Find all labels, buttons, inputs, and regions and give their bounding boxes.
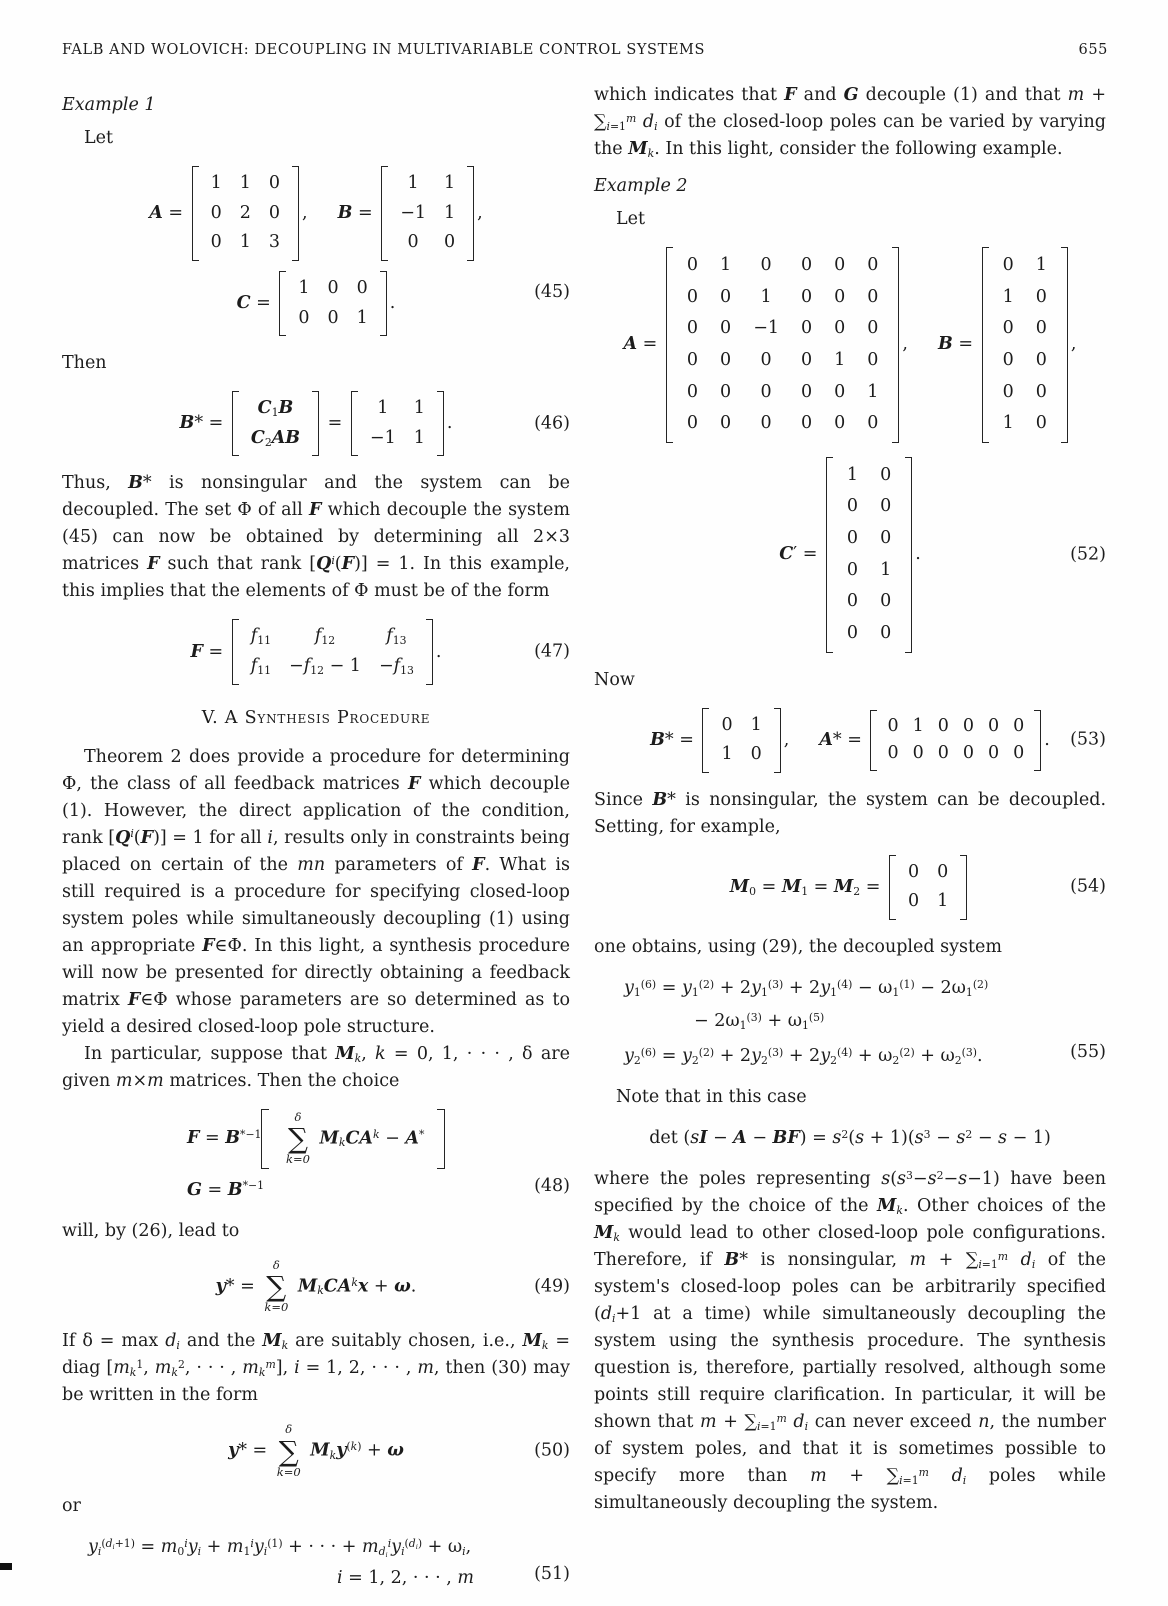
matrix-cell: 1 (1002, 286, 1014, 307)
equation-51 (62, 1534, 570, 1592)
right-bracket (437, 391, 444, 456)
matrix-cell: 1 (444, 202, 456, 223)
equation-det (594, 1125, 1106, 1152)
equation-46 (62, 391, 570, 456)
eq53-a-label: A* = (819, 729, 868, 750)
comma: , (477, 202, 483, 223)
matrix-cell: 0 (686, 381, 699, 402)
equation-55 (594, 975, 1106, 1070)
matrix-cell: 0 (867, 318, 879, 339)
left-bracket (870, 710, 877, 771)
period: . (446, 413, 453, 434)
matrix-cell: $-f_{12} - 1$ (289, 656, 361, 678)
eq51-line1: $y_i^{(d_i+1)} = m_0^iy_i + m_1^iy_i^{(1)}$ + · · · + $m_{d_i}^iy_i^{(d_i)} + \omega_i$, (88, 1536, 472, 1560)
right-bracket (426, 619, 433, 684)
equation-47 (62, 619, 570, 684)
matrix-cell: 0 (846, 591, 859, 612)
right-bracket (380, 271, 387, 336)
comma: , (1070, 334, 1077, 355)
example1-heading: Example 1 (62, 95, 156, 115)
matrix-cell: 1 (1035, 255, 1047, 275)
matrix-cell: 0 (846, 496, 859, 517)
matrix-cell: 1 (298, 277, 310, 298)
matrix-cell: $f_{12}$ (314, 626, 336, 648)
matrix-cell: 0 (880, 464, 892, 485)
paragraph-which-indicates: which indicates that F and G decouple (1) and that $m + \sum_{i=1}^m$ $d_i$ of the closed-loop poles can be varied by varying the $M_k$. In this light, consider the following example. (594, 85, 1106, 161)
equation-ab-matrices (594, 247, 1106, 443)
equation-number-48: (48) (534, 1175, 570, 1196)
paragraph-if-delta: If $\delta = \max d_i$ and the $M_k$ are suitably chosen, i.e., $M_k$ = diag [$m_k^1$, $m_k^2$, · · · , $m_k^m$], i = 1, 2, · · · , m, then (30) may be written in the form (62, 1331, 570, 1406)
matrix-cell: 0 (801, 255, 813, 275)
eq47-lhs: F = (190, 641, 229, 662)
matrix-cell: 0 (834, 413, 846, 434)
matrix-cell: 1 (210, 173, 222, 193)
matrix-cell: 0 (834, 381, 846, 402)
eq45-c-label: C = (236, 293, 277, 313)
matrix-cell: 0 (867, 413, 879, 434)
equation-53 (594, 708, 1106, 773)
right-bracket (292, 166, 299, 261)
matrix-cell: 1 (912, 715, 924, 736)
matrix-cell: 1 (356, 307, 368, 328)
left-bracket (261, 1109, 269, 1169)
matrix-cell: 0 (937, 861, 949, 882)
matrix-cell: −1 (369, 427, 396, 448)
right-bracket (905, 457, 912, 653)
matrix-bstar-values (351, 391, 444, 456)
equation-54 (594, 855, 1106, 920)
eq52-lhs: C′ = (779, 544, 823, 565)
eq48-sum-expression: δ ∑ k=0 $M_kCA^k - A^*$ (286, 1109, 425, 1167)
right-bracket (960, 855, 967, 920)
right-bracket (312, 391, 319, 456)
page-header (62, 42, 1108, 58)
right-bracket (467, 166, 474, 261)
left-bracket (702, 708, 709, 773)
matrix-cell: 1 (720, 255, 732, 275)
matrix-cell: 0 (268, 173, 281, 193)
left-bracket (351, 391, 358, 456)
equation-50 (62, 1423, 570, 1479)
matrix-cell: 0 (801, 413, 813, 434)
matrix-cell: 0 (327, 277, 339, 298)
matrix-cell: 0 (444, 232, 456, 253)
matrix-cell: 0 (1035, 318, 1047, 339)
paragraph-since: Since B* is nonsingular, the system can be decoupled. Setting, for example, (594, 789, 1107, 837)
matrix-cell: $-f_{13}$ (378, 656, 414, 678)
matrix-bstar-2x2 (702, 708, 780, 773)
equation-number-47: (47) (534, 641, 570, 662)
left-bracket (232, 619, 239, 684)
left-bracket (826, 457, 833, 653)
matrix-cell: 0 (356, 277, 368, 298)
period: . (915, 544, 921, 565)
right-column (594, 82, 1106, 1517)
matrix-cell: 0 (721, 714, 733, 735)
period: . (1044, 729, 1050, 750)
matrix-cell: 0 (988, 715, 1000, 736)
right-bracket (892, 247, 899, 443)
matrix-cell: 0 (801, 318, 813, 339)
matrix-cell: 1 (937, 891, 949, 912)
matrix-cell: 0 (210, 202, 222, 223)
left-bracket (232, 391, 239, 456)
matrix-cell: 0 (686, 413, 699, 434)
paragraph-one-obtains: one obtains, using (29), the decoupled system (594, 937, 1002, 957)
matrix-cell: 0 (1002, 349, 1014, 370)
matrix-cell: 1 (444, 173, 456, 193)
matrix-cell: 0 (327, 307, 339, 328)
matrix-cell: 0 (801, 381, 813, 402)
eq55-line1: $y_1^{(6)} = y_1^{(2)} + 2y_1^{(3)} + 2y_1^{(4)} - \omega_1^{(1)} - 2\omega_1^{(2)}$ (624, 977, 989, 1000)
matrix-cell: 0 (720, 381, 732, 402)
matrix-cell: 0 (962, 743, 975, 764)
matrix-cell: 0 (846, 528, 859, 548)
matrix-cell: 0 (937, 715, 949, 736)
matrix-cell: 0 (937, 743, 949, 764)
now-line: Now (594, 669, 635, 690)
matrix-cell: 0 (686, 349, 699, 370)
matrix-a-3x3 (192, 166, 299, 261)
det-expression: $\det (sI - A - BF) = s^2(s + 1)(s^3 - s^2 - s - 1)$ (649, 1127, 1051, 1148)
equation-48 (62, 1109, 570, 1204)
eq55-line3: $y_2^{(6)} = y_2^{(2)} + 2y_2^{(3)} + 2y_2^{(4)} + \omega_2^{(2)} + \omega_2^{(3)}$. (624, 1045, 983, 1068)
matrix-m-2x2 (889, 855, 967, 920)
left-bracket (279, 271, 286, 336)
matrix-cell: 0 (686, 286, 699, 307)
matrix-cell: 1 (760, 286, 772, 307)
eqab-a-label: A = (623, 334, 663, 355)
or-line: or (62, 1496, 81, 1517)
matrix-cell: 3 (268, 232, 281, 253)
matrix-cell: 0 (760, 255, 772, 275)
matrix-cell: 0 (912, 743, 924, 764)
left-column (62, 82, 570, 1606)
matrix-cell: 0 (880, 496, 892, 517)
equation-number-51: (51) (534, 1564, 570, 1585)
matrix-astar-2x6 (870, 710, 1041, 771)
example2-heading: Example 2 (594, 176, 688, 196)
left-bracket (982, 247, 989, 443)
matrix-cell: 1 (721, 744, 733, 765)
matrix-cell: 1 (834, 349, 846, 370)
matrix-cell: 0 (962, 715, 975, 736)
paragraph-thus: Thus, B* is nonsingular and the system can be decoupled. The set Φ of all F which decouple the system (45) can now be obtained by determining all 2×3 matrices F such that rank $[Q^i(F)] = 1$. In this example, this implies that the elements of Φ must be of the form (62, 473, 571, 602)
matrix-cell: 0 (1002, 255, 1014, 275)
matrix-cell: 0 (720, 286, 732, 307)
matrix-cell: 1 (413, 398, 425, 419)
big-bracket-group (261, 1109, 445, 1169)
eq53-b-label: B* = (650, 729, 700, 750)
matrix-cb (232, 391, 319, 456)
matrix-cell: 0 (880, 528, 892, 548)
matrix-cell: 0 (907, 861, 920, 882)
matrix-cell: 0 (720, 349, 732, 370)
equation-number-49: (49) (534, 1276, 570, 1297)
matrix-cell: 0 (1013, 715, 1025, 736)
eq50-body: y* = δ ∑ k=0 $M_ky^{(k)} + \omega$ (228, 1422, 404, 1480)
matrix-cell: 0 (760, 413, 772, 434)
eq51-line2: i = 1, 2, · · · , m (336, 1568, 474, 1589)
matrix-cell: 0 (720, 318, 732, 339)
matrix-cell: 1 (867, 381, 879, 402)
equation-number-45: (45) (534, 282, 570, 303)
matrix-cell: 0 (988, 743, 1000, 764)
equation-49 (62, 1259, 570, 1315)
matrix-cell: 0 (1035, 286, 1047, 307)
left-bracket (889, 855, 896, 920)
matrix-cell: 0 (801, 286, 813, 307)
matrix-cell: 0 (867, 349, 879, 370)
matrix-cell: $f_{13}$ (386, 626, 407, 648)
matrix-cell: 0 (1035, 413, 1047, 434)
running-head: FALB AND WOLOVICH: DECOUPLING IN MULTIVARIABLE CONTROL SYSTEMS (62, 42, 705, 58)
eq54-lhs: $M_0 = M_1 = M_2$ = (729, 876, 886, 898)
scan-artifact-mark (0, 1563, 12, 1570)
matrix-cell: 0 (1035, 381, 1047, 402)
eq45-a-label: A = (149, 202, 189, 223)
matrix-cell: 1 (377, 398, 389, 419)
matrix-cell: 0 (887, 743, 899, 764)
matrix-cell: 1 (880, 559, 892, 580)
equation-number-50: (50) (534, 1440, 570, 1461)
matrix-cell: $f_{11}$ (250, 626, 272, 648)
matrix-cell: −1 (753, 318, 779, 339)
will-lead-line: will, by (26), lead to (62, 1220, 240, 1241)
matrix-cell: 0 (834, 255, 846, 275)
then-line: Then (62, 353, 107, 374)
matrix-cell: 1 (750, 714, 762, 735)
left-bracket (666, 247, 673, 443)
eq46-lhs: B* = (179, 413, 229, 434)
equation-number-53: (53) (1070, 729, 1106, 750)
matrix-cell: 0 (880, 591, 892, 612)
matrix-cell: 2 (239, 202, 251, 223)
matrix-cell: 0 (887, 715, 899, 736)
period: . (389, 293, 396, 313)
matrix-cell: 0 (1035, 349, 1047, 370)
equation-45 (62, 166, 570, 336)
left-bracket (381, 166, 388, 261)
matrix-cell: 0 (210, 232, 222, 253)
eq48-line2: $G = B^{*-1}$ (187, 1179, 264, 1200)
equation-52 (594, 457, 1106, 653)
matrix-cell: $f_{11}$ (250, 656, 272, 678)
page-number: 655 (1078, 42, 1108, 58)
equation-number-46: (46) (534, 413, 570, 434)
matrix-cell: 0 (720, 413, 732, 434)
comma: , (902, 334, 908, 355)
matrix-cell: 0 (686, 255, 699, 275)
matrix-cell: 1 (239, 173, 251, 193)
matrix-cell: 0 (834, 318, 846, 339)
matrix-cell: 1 (1002, 413, 1014, 434)
matrix-cell: 0 (1002, 318, 1014, 339)
paragraph-in-particular: In particular, suppose that $M_k$, k = 0, 1, · · · , δ are given m×m matrices. Then the choice (62, 1043, 570, 1091)
matrix-cell: 0 (846, 622, 859, 643)
section-heading-synthesis: V. A Synthesis Procedure (201, 707, 431, 728)
matrix-a-6x6 (666, 247, 900, 443)
matrix-cell: 0 (298, 307, 310, 328)
left-bracket (192, 166, 199, 261)
matrix-cell: 0 (834, 286, 846, 307)
matrix-cell: 0 (801, 349, 813, 370)
matrix-cell: 0 (846, 559, 859, 580)
let-line-1: Let (84, 128, 114, 148)
matrix-cell: $C_1B$ (257, 398, 294, 420)
matrix-cell: 0 (867, 286, 879, 307)
paragraph-where-poles: where the poles representing $s(s^3-s^2-s-1)$ have been specified by the choice of the $M_k$. Other choices of the $M_k$ would lead to other closed-loop pole configurations. Therefore, if B* is nonsingular, $m + \sum_{i=1}^m$ $d_i$ of the system's closed-loop poles can be arbitrarily specified ($d_i+1$ at a time) while simultaneously decoupling the system using the synthesis procedure. The synthesis question is, therefore, partially resolved, although some points still require clarification. In particular, it will be shown that $m + \sum_{i=1}^m$ $d_i$ can never exceed n, the number of system poles, and that it is sometimes possible to specify more than $m + \sum_{i=1}^m$ $d_i$ poles while simultaneously decoupling the system. (594, 1168, 1106, 1513)
eqab-b-label: B = (938, 334, 979, 355)
matrix-cell: 1 (407, 173, 419, 193)
matrix-cell: 0 (268, 202, 281, 223)
matrix-cell: 1 (413, 427, 425, 448)
matrix-cell: 0 (407, 232, 419, 253)
equals-sign: = (322, 413, 348, 434)
period: . (435, 641, 442, 662)
matrix-cell: 0 (880, 622, 892, 643)
matrix-cell: 0 (686, 318, 699, 339)
right-bracket (1034, 710, 1041, 771)
paragraph-note: Note that in this case (616, 1087, 807, 1107)
matrix-cell: 0 (867, 255, 879, 275)
comma: , (302, 202, 308, 223)
eq45-b-label: B = (337, 202, 379, 223)
eq48-line1-lhs: $F = B^{*-1}$ (187, 1127, 262, 1149)
equation-number-55: (55) (1070, 1042, 1106, 1062)
right-bracket (774, 708, 781, 773)
right-bracket (437, 1109, 445, 1169)
matrix-cell: 1 (239, 232, 251, 253)
matrix-b-6x2 (982, 247, 1068, 443)
comma: , (783, 729, 790, 750)
matrix-c-prime-6x2 (826, 457, 912, 653)
matrix-cell: 1 (846, 464, 859, 485)
eq55-line2: − $2\omega_1^{(3)} + \omega_1^{(5)}$ (694, 1010, 825, 1033)
matrix-cell: −1 (400, 202, 427, 223)
eq49-body: y* = δ ∑ k=0 $M_kCA^kx + \omega$. (215, 1257, 417, 1315)
matrix-c-2x3 (279, 271, 386, 336)
matrix-cell: 0 (1002, 381, 1014, 402)
equation-number-52: (52) (1070, 544, 1106, 565)
matrix-f (232, 619, 433, 684)
equation-number-54: (54) (1070, 876, 1106, 897)
matrix-cell: 0 (907, 891, 920, 912)
right-bracket (1061, 247, 1068, 443)
matrix-cell: 0 (760, 349, 772, 370)
paragraph-theorem2: Theorem 2 does provide a procedure for determining Φ, the class of all feedback matrices F which decouple (1). However, the direct application of the condition, rank $[Q^i(F)] = 1$ for all i, results only in constraints being placed on certain of the mn parameters of F. What is still required is a procedure for specifying closed-loop system poles while simultaneously decoupling (1) using an appropriate F∈Φ. In this light, a synthesis procedure will now be presented for directly obtaining a feedback matrix F∈Φ whose parameters are so determined as to yield a desired closed-loop pole structure. (62, 746, 571, 1037)
matrix-cell: 0 (750, 744, 762, 765)
matrix-cell: 0 (760, 381, 772, 402)
matrix-cell: 0 (1013, 743, 1025, 764)
matrix-b-3x2 (381, 166, 474, 261)
matrix-cell: $C_2AB$ (250, 427, 301, 449)
let-line-2: Let (616, 209, 646, 229)
